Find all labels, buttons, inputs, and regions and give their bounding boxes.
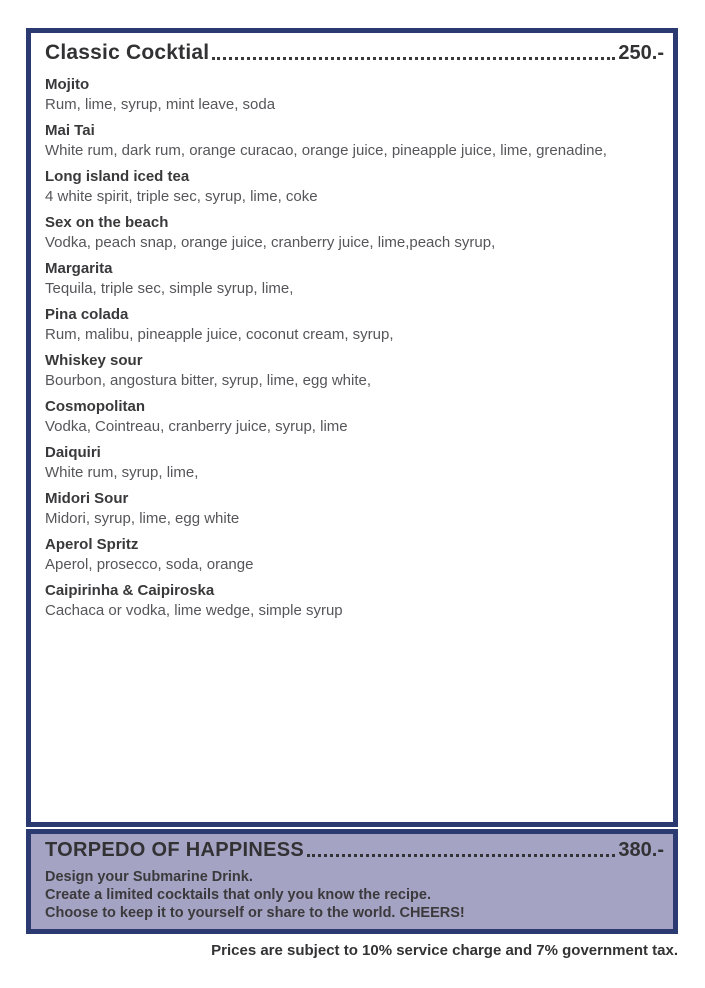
menu-item-ingredients: White rum, syrup, lime, [45,464,199,481]
menu-item-ingredients: Vodka, peach snap, orange juice, cranberry juice, lime,peach syrup, [45,234,496,251]
menu-item [45,535,664,575]
menu-item [45,121,664,161]
torpedo-special-section [26,829,678,934]
menu-item-name: Margarita [45,260,113,277]
special-description [45,868,664,922]
menu-item [45,213,664,253]
menu-item-name: Sex on the beach [45,214,169,231]
menu-item [45,305,664,345]
menu-items-list [45,75,664,621]
menu-item-name: Whiskey sour [45,352,143,369]
menu-item-ingredients: Vodka, Cointreau, cranberry juice, syrup, lime [45,418,348,435]
menu-item-ingredients: Rum, malibu, pineapple juice, coconut cream, syrup, [45,326,394,343]
menu-item-name: Mai Tai [45,122,95,139]
menu-item [45,167,664,207]
menu-item [45,581,664,621]
menu-item-name: Midori Sour [45,490,129,507]
special-line: Design your Submarine Drink. [45,869,253,885]
section-title: Classic Cocktial [45,41,210,64]
dotted-leader [212,57,615,60]
menu-item-ingredients: Rum, lime, syrup, mint leave, soda [45,96,276,113]
dotted-leader [307,854,615,857]
special-line: Choose to keep it to yourself or share to the world. CHEERS! [45,905,465,921]
menu-item-name: Caipirinha & Caipiroska [45,582,215,599]
menu-item-name: Long island iced tea [45,168,190,185]
menu-item-name: Cosmopolitan [45,398,145,415]
classic-cocktail-section [26,28,678,827]
menu-item-name: Daiquiri [45,444,101,461]
menu-item [45,489,664,529]
menu-item-ingredients: Cachaca or vodka, lime wedge, simple syrup [45,602,343,619]
section-price: 250.- [618,42,664,64]
menu-item-name: Aperol Spritz [45,536,139,553]
menu-item-ingredients: Tequila, triple sec, simple syrup, lime, [45,280,294,297]
menu-item-ingredients: Midori, syrup, lime, egg white [45,510,240,527]
menu-item-name: Pina colada [45,306,129,323]
menu-item-ingredients: Aperol, prosecco, soda, orange [45,556,254,573]
special-header [45,839,664,862]
menu-item [45,351,664,391]
menu-item [45,443,664,483]
menu-item-ingredients: 4 white spirit, triple sec, syrup, lime, coke [45,188,318,205]
special-title: TORPEDO OF HAPPINESS [45,839,305,861]
menu-item [45,259,664,299]
section-header [45,41,664,65]
menu-item [45,397,664,437]
special-line: Create a limited cocktails that only you know the recipe. [45,887,431,903]
menu-item-ingredients: Bourbon, angostura bitter, syrup, lime, egg white, [45,372,372,389]
special-price: 380.- [618,839,664,861]
tax-notice: Prices are subject to 10% service charge and 7% government tax. [211,942,678,959]
menu-item-name: Mojito [45,76,90,93]
menu-item-ingredients: White rum, dark rum, orange curacao, orange juice, pineapple juice, lime, grenadine, [45,142,607,159]
menu-item [45,75,664,115]
